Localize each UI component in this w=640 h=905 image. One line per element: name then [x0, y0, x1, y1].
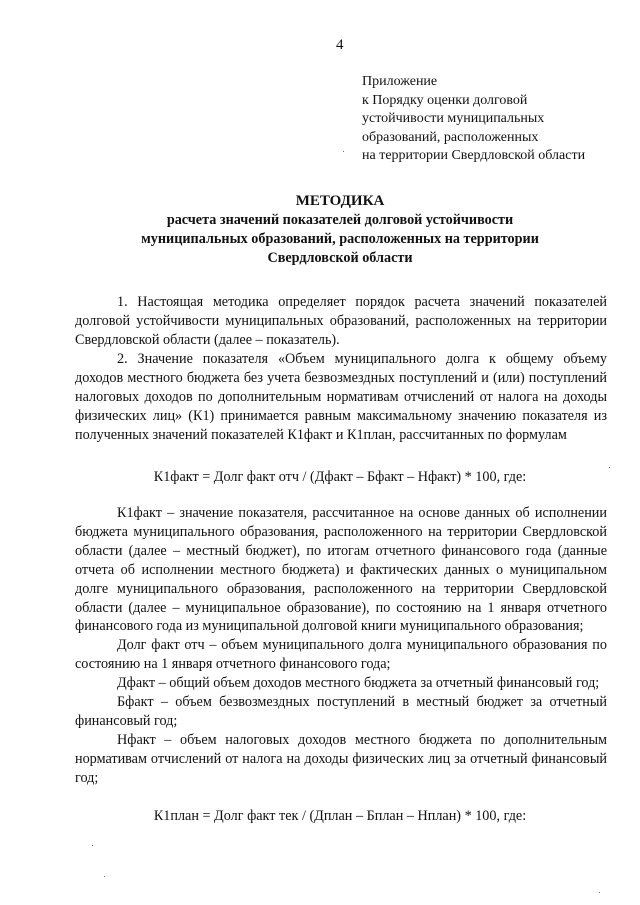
scan-speck — [104, 876, 105, 877]
paragraph-text: 2. Значение показателя «Объем муниципального долга к общему объему доходов местного бюджета без учета безвозмездных поступлений и (или) поступлений налоговых доходов по дополнительным нормативам отчислений от налога на доходы физических лиц» (К1) принимается равным максимальному значению показателя из полученных значений показателей К1факт и К1план, рассчитанных по формулам — [75, 351, 607, 443]
paragraph-1 — [75, 293, 607, 350]
definition-k1fact: К1факт – значение показателя, рассчитанное на основе данных об исполнении бюджета муниципального образования, расположенного на территории Свердловской области (далее – местный бюджет), по итогам отчетного финансового года (данные отчета об исполнении местного бюджета) и фактических данных о муниципальном долге муниципального образования, расположенного на территории Свердловской области (далее – муниципальное образование), по состоянию на 1 января отчетного финансового года из муниципальной долговой книги муниципального образования; — [75, 505, 607, 635]
formula-k1-plan: К1план = Долг факт тек / (Дплан – Бплан – Нплан) * 100, где: — [153, 808, 527, 824]
scan-speck — [343, 151, 344, 152]
definition-d-fact: Дфакт – общий объем доходов местного бюджета за отчетный финансовый год; — [117, 675, 600, 692]
appendix-line: Приложение — [362, 74, 438, 89]
formula-k1-fact: К1факт = Долг факт отч / (Дфакт – Бфакт – Нфакт) * 100, где: — [153, 469, 527, 485]
definitions-block — [75, 504, 607, 788]
appendix-line: образований, расположенных — [362, 129, 539, 145]
scan-speck — [609, 467, 610, 468]
title-main: МЕТОДИКА — [295, 193, 385, 209]
title-sub-line: расчета значений показателей долговой устойчивости — [166, 212, 514, 228]
page-number: 4 — [336, 37, 344, 53]
paragraph-2 — [75, 350, 607, 445]
definition-b-fact: Бфакт – объем безвозмездных поступлений в местный бюджет за отчетный финансовый год; — [75, 694, 607, 729]
title-sub-line: муниципальных образований, расположенных на территории — [141, 231, 539, 247]
scan-speck — [599, 892, 600, 893]
definition-n-fact: Нфакт – объем налоговых доходов местного бюджета по дополнительным нормативам отчислений от налога на доходы физических лиц за отчетный финансовый год; — [75, 731, 607, 786]
appendix-note — [362, 73, 585, 166]
appendix-line: устойчивости муниципальных — [362, 111, 545, 127]
definition-debt-fact: Долг факт отч – объем муниципального долга муниципального образования по состоянию на 1 января отчетного финансового года; — [75, 637, 607, 673]
paragraph-text: 1. Настоящая методика определяет порядок расчета значений показателей долговой устойчивости муниципальных образований, расположенных на территории Свердловской области (далее – показатель). — [75, 294, 607, 348]
title-sub-line: Свердловской области — [267, 250, 413, 266]
appendix-line: на территории Свердловской области — [362, 148, 586, 164]
appendix-line: к Порядку оценки долговой — [362, 92, 528, 108]
document-title — [70, 192, 610, 268]
scan-speck — [92, 845, 93, 846]
